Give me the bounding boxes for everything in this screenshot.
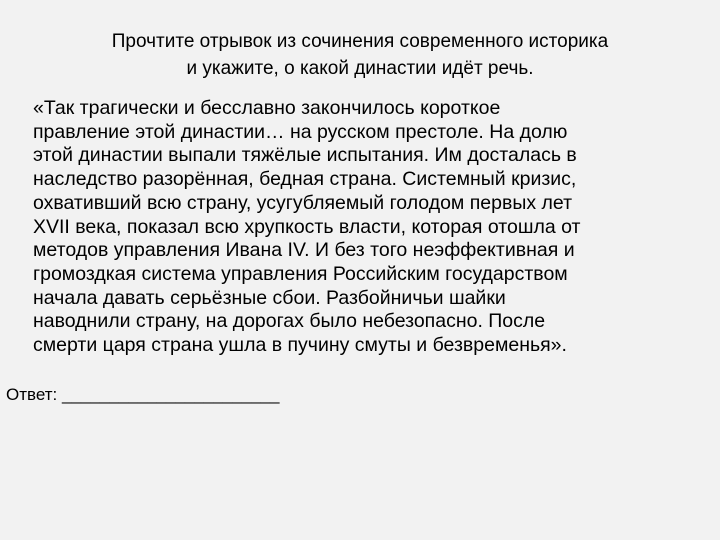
passage-line-3: этой династии выпали тяжёлые испытания. Им досталась в [33, 144, 577, 167]
passage-line-1: «Так трагически и бесславно закончилось короткое [33, 97, 501, 119]
task-title-line-2: и укажите, о какой династии идёт речь. [186, 58, 534, 79]
passage-line-5: охвативший всю страну, усугубляемый голодом первых лет [33, 191, 573, 214]
passage-line-11: смерти царя страна ушла в пучину смуты и безвременья». [33, 334, 567, 357]
historian-passage [33, 97, 713, 358]
passage-line-4: наследство разорённая, бедная страна. Системный кризис, [33, 168, 577, 191]
answer-row [6, 384, 279, 406]
passage-line-8: громоздкая система управления Российским государством [33, 262, 568, 285]
passage-line-7: методов управления Ивана IV. И без того неэффективная и [33, 239, 575, 262]
passage-line-2: правление этой династии… на русском престоле. На долю [33, 120, 568, 143]
answer-label: Ответ: [6, 385, 58, 404]
passage-line-10: наводнили страну, на дорогах было небезопасно. После [33, 310, 546, 333]
passage-line-6: XVII века, показал всю хрупкость власти, которая отошла от [33, 215, 581, 238]
task-title-line-1: Прочтите отрывок из сочинения современного историка [111, 31, 609, 52]
answer-blank: _______________________ [61, 385, 280, 404]
task-title [0, 28, 720, 82]
passage-line-9: начала давать серьёзные сбои. Разбойничьи шайки [33, 286, 506, 309]
